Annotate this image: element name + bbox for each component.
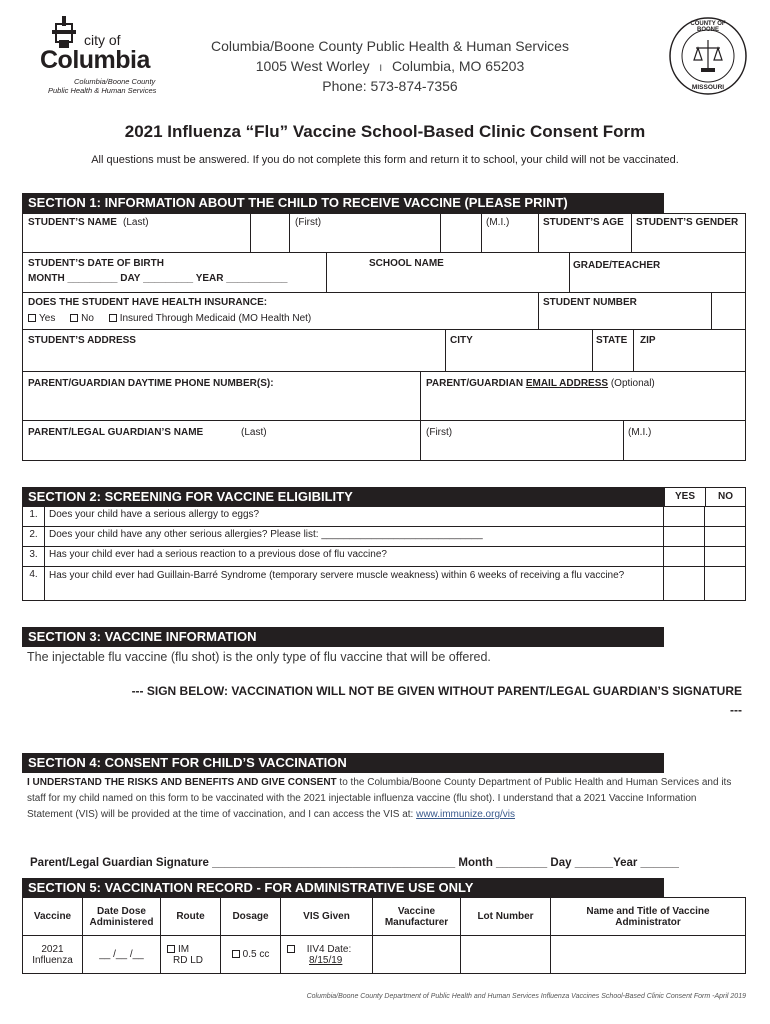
screening-row xyxy=(23,567,746,601)
county-seal xyxy=(668,16,748,96)
col-vis: VIS Given xyxy=(281,898,373,936)
col-dosage: Dosage xyxy=(221,898,281,936)
state-label: STATE xyxy=(596,335,628,346)
row-vaccine: 2021 Influenza xyxy=(23,936,83,974)
org-phone: Phone: 573-874-7356 xyxy=(322,78,458,94)
record-header-row xyxy=(23,898,746,936)
yes-column-header xyxy=(664,487,706,507)
org-address xyxy=(180,58,600,74)
student-last-name-cell[interactable] xyxy=(22,213,251,253)
insurance-cell xyxy=(22,292,539,330)
student-mi-label: (M.I.) xyxy=(486,217,510,228)
q4-yes-box[interactable] xyxy=(664,567,705,601)
vis-link[interactable]: www.immunize.org/vis xyxy=(416,809,516,820)
route-rd-ld: RD LD xyxy=(173,954,204,966)
sign-notice: --- SIGN BELOW: VACCINATION WILL NOT BE GIVEN WITHOUT PARENT/LEGAL GUARDIAN’S SIGNATURE xyxy=(131,684,742,698)
state-cell[interactable] xyxy=(592,329,634,372)
student-address-label: STUDENT’S ADDRESS xyxy=(28,335,136,346)
row-vis xyxy=(281,936,373,974)
col-manufacturer: Vaccine Manufacturer xyxy=(373,898,461,936)
logo-columbia: Columbia xyxy=(40,46,150,74)
route-im-checkbox[interactable] xyxy=(167,945,175,953)
guardian-email-cell[interactable] xyxy=(420,371,746,421)
zip-cell[interactable] xyxy=(633,329,746,372)
zip-label: ZIP xyxy=(640,335,656,346)
q4-num: 4. xyxy=(23,567,45,601)
student-mi-gap-cell xyxy=(440,213,482,253)
q1-text: Does your child have a serious allergy to eggs? xyxy=(44,507,663,527)
student-number-label: STUDENT NUMBER xyxy=(543,297,637,308)
route-im-label: IM xyxy=(178,943,190,955)
student-age-label: STUDENT’S AGE xyxy=(543,217,624,228)
school-name-cell[interactable] xyxy=(326,252,570,293)
section5-header: SECTION 5: VACCINATION RECORD - FOR ADMINISTRATIVE USE ONLY xyxy=(22,878,664,898)
org-name: Columbia/Boone County Public Health & Human Services xyxy=(211,38,569,54)
student-gender-cell[interactable] xyxy=(631,213,746,253)
row-lot[interactable] xyxy=(461,936,551,974)
ins-no-checkbox[interactable] xyxy=(70,314,78,322)
screening-row xyxy=(23,507,746,527)
email-label-post: (Optional) xyxy=(610,378,655,389)
ins-medicaid-label: Insured Through Medicaid (MO Health Net) xyxy=(119,313,312,324)
q3-yes-box[interactable] xyxy=(664,547,705,567)
q4-no-box[interactable] xyxy=(705,567,746,601)
form-title: 2021 Influenza “Flu” Vaccine School-Based Clinic Consent Form xyxy=(124,122,646,141)
student-number-extra-cell xyxy=(711,292,746,330)
ins-yes-checkbox[interactable] xyxy=(28,314,36,322)
address-street: 1005 West Worley xyxy=(255,58,370,74)
guardian-mi-label: (M.I.) xyxy=(628,427,652,438)
guardian-last-name-cell[interactable] xyxy=(22,420,421,461)
screening-row xyxy=(23,527,746,547)
no-label: NO xyxy=(718,491,733,502)
student-name-gap-cell xyxy=(250,213,290,253)
school-name-label: SCHOOL NAME xyxy=(369,258,444,269)
student-dob-cell[interactable] xyxy=(22,252,327,293)
logo-city-of: city of xyxy=(84,32,121,48)
guardian-first-label: (First) xyxy=(426,427,453,438)
q3-num: 3. xyxy=(23,547,45,567)
col-administrator: Name and Title of Vaccine Administrator xyxy=(551,898,746,936)
consent-bold: I UNDERSTAND THE RISKS AND BENEFITS AND GIVE CONSENT xyxy=(27,777,337,788)
address-separator: I xyxy=(379,63,383,73)
row-route xyxy=(161,936,221,974)
guardian-first-name-cell[interactable] xyxy=(420,420,624,461)
grade-teacher-label: GRADE/TEACHER xyxy=(573,260,661,271)
student-name-label: STUDENT’S NAME xyxy=(28,217,117,228)
address-city: Columbia, MO 65203 xyxy=(391,58,525,74)
form-intro: All questions must be answered. If you do not complete this form and return it to school, your child will not be vaccinated. xyxy=(91,154,679,166)
logo-sub2: Public Health & Human Services xyxy=(48,86,157,95)
screening-table xyxy=(22,506,746,601)
city-emblem-icon xyxy=(50,14,78,50)
record-row xyxy=(23,936,746,974)
student-gender-label: STUDENT’S GENDER xyxy=(636,217,739,228)
screening-row xyxy=(23,547,746,567)
email-label-link: EMAIL ADDRESS xyxy=(525,378,609,389)
section3-text: The injectable flu vaccine (flu shot) is the only type of flu vaccine that will be offered. xyxy=(27,650,491,664)
row-manufacturer[interactable] xyxy=(373,936,461,974)
student-dob-line: MONTH _________ DAY _________ YEAR ___________ xyxy=(28,273,288,284)
consent-text: to the Columbia/Boone County Department of Public Health and Human Services and its staff for my child named on this form to be vaccinated with the 2021 injectable influenza vaccine (flu shot). I understand that a 2021 Vaccine Information Statement (VIS) will be provided at the time of vaccination, and I can access the VIS at: xyxy=(27,777,732,820)
dosage-checkbox[interactable] xyxy=(232,950,240,958)
section2-header: SECTION 2: SCREENING FOR VACCINE ELIGIBILITY xyxy=(22,487,664,507)
signature-line[interactable]: Parent/Legal Guardian Signature ______________________________________ Month ________ Day ______Year ______ xyxy=(30,857,679,869)
student-first-label: (First) xyxy=(295,217,322,228)
seal-text-top: COUNTY OF BOONE xyxy=(690,21,726,33)
yes-label: YES xyxy=(674,491,695,502)
q1-yes-box[interactable] xyxy=(664,507,705,527)
student-first-name-cell[interactable] xyxy=(289,213,441,253)
guardian-email-label xyxy=(426,378,655,389)
col-route: Route xyxy=(161,898,221,936)
consent-paragraph xyxy=(27,775,742,823)
seal-text-bottom: MISSOURI xyxy=(691,84,725,91)
student-last-label: (Last) xyxy=(123,217,149,228)
guardian-phone-label: PARENT/GUARDIAN DAYTIME PHONE NUMBER(S): xyxy=(28,378,274,389)
city-cell[interactable] xyxy=(445,329,593,372)
footer-text: Columbia/Boone County Department of Public Health and Human Services Influenza Vaccines School-Based Clinic Consent Form -April 2019 xyxy=(306,993,746,1000)
col-vaccine: Vaccine xyxy=(23,898,83,936)
logo-sub1: Columbia/Boone County xyxy=(74,77,156,86)
section4-header: SECTION 4: CONSENT FOR CHILD’S VACCINATION xyxy=(22,753,664,773)
row-dosage xyxy=(221,936,281,974)
q3-no-box[interactable] xyxy=(705,547,746,567)
section1-header: SECTION 1: INFORMATION ABOUT THE CHILD TO RECEIVE VACCINE (PLEASE PRINT) xyxy=(22,193,664,213)
ins-no-label: No xyxy=(81,313,94,324)
q1-num: 1. xyxy=(23,507,45,527)
row-date[interactable]: __ /__ /__ xyxy=(83,936,161,974)
q2-no-box[interactable] xyxy=(705,527,746,547)
insurance-options xyxy=(28,313,311,324)
q1-no-box[interactable] xyxy=(705,507,746,527)
vis-label: IIV4 Date: xyxy=(306,943,352,955)
q2-num: 2. xyxy=(23,527,45,547)
guardian-phone-cell[interactable] xyxy=(22,371,421,421)
sign-notice-tail: --- xyxy=(730,703,742,717)
city-label: CITY xyxy=(450,335,473,346)
dosage-label: 0.5 cc xyxy=(242,949,270,960)
grade-teacher-cell[interactable] xyxy=(569,252,746,293)
student-number-cell[interactable] xyxy=(538,292,712,330)
vis-date: 8/15/19 xyxy=(309,954,343,966)
col-lot: Lot Number xyxy=(461,898,551,936)
q2-yes-box[interactable] xyxy=(664,527,705,547)
student-dob-label: STUDENT’S DATE OF BIRTH xyxy=(28,258,164,269)
city-logo xyxy=(40,14,170,98)
vis-checkbox[interactable] xyxy=(287,945,295,953)
ins-yes-label: Yes xyxy=(39,313,56,324)
student-mi-cell[interactable] xyxy=(481,213,539,253)
guardian-mi-cell[interactable] xyxy=(623,420,746,461)
guardian-last-label: (Last) xyxy=(241,427,267,438)
email-label-pre: PARENT/GUARDIAN xyxy=(426,378,524,389)
col-date: Date Dose Administered xyxy=(83,898,161,936)
student-address-cell[interactable] xyxy=(22,329,446,372)
q3-text: Has your child ever had a serious reaction to a previous dose of flu vaccine? xyxy=(44,547,663,567)
q2-text: Does your child have any other serious allergies? Please list: _____________________________ xyxy=(44,527,663,547)
q4-text: Has your child ever had Guillain-Barré Syndrome (temporary servere muscle weakness) within 6 weeks of receiving a flu vaccine? xyxy=(44,567,663,601)
row-administrator[interactable] xyxy=(551,936,746,974)
student-age-cell[interactable] xyxy=(538,213,632,253)
insurance-label: DOES THE STUDENT HAVE HEALTH INSURANCE: xyxy=(28,297,268,308)
vaccination-record-table xyxy=(22,897,746,974)
guardian-name-label: PARENT/LEGAL GUARDIAN’S NAME xyxy=(28,427,204,438)
section3-header: SECTION 3: VACCINE INFORMATION xyxy=(22,627,664,647)
no-column-header xyxy=(705,487,746,507)
ins-medicaid-checkbox[interactable] xyxy=(109,314,117,322)
